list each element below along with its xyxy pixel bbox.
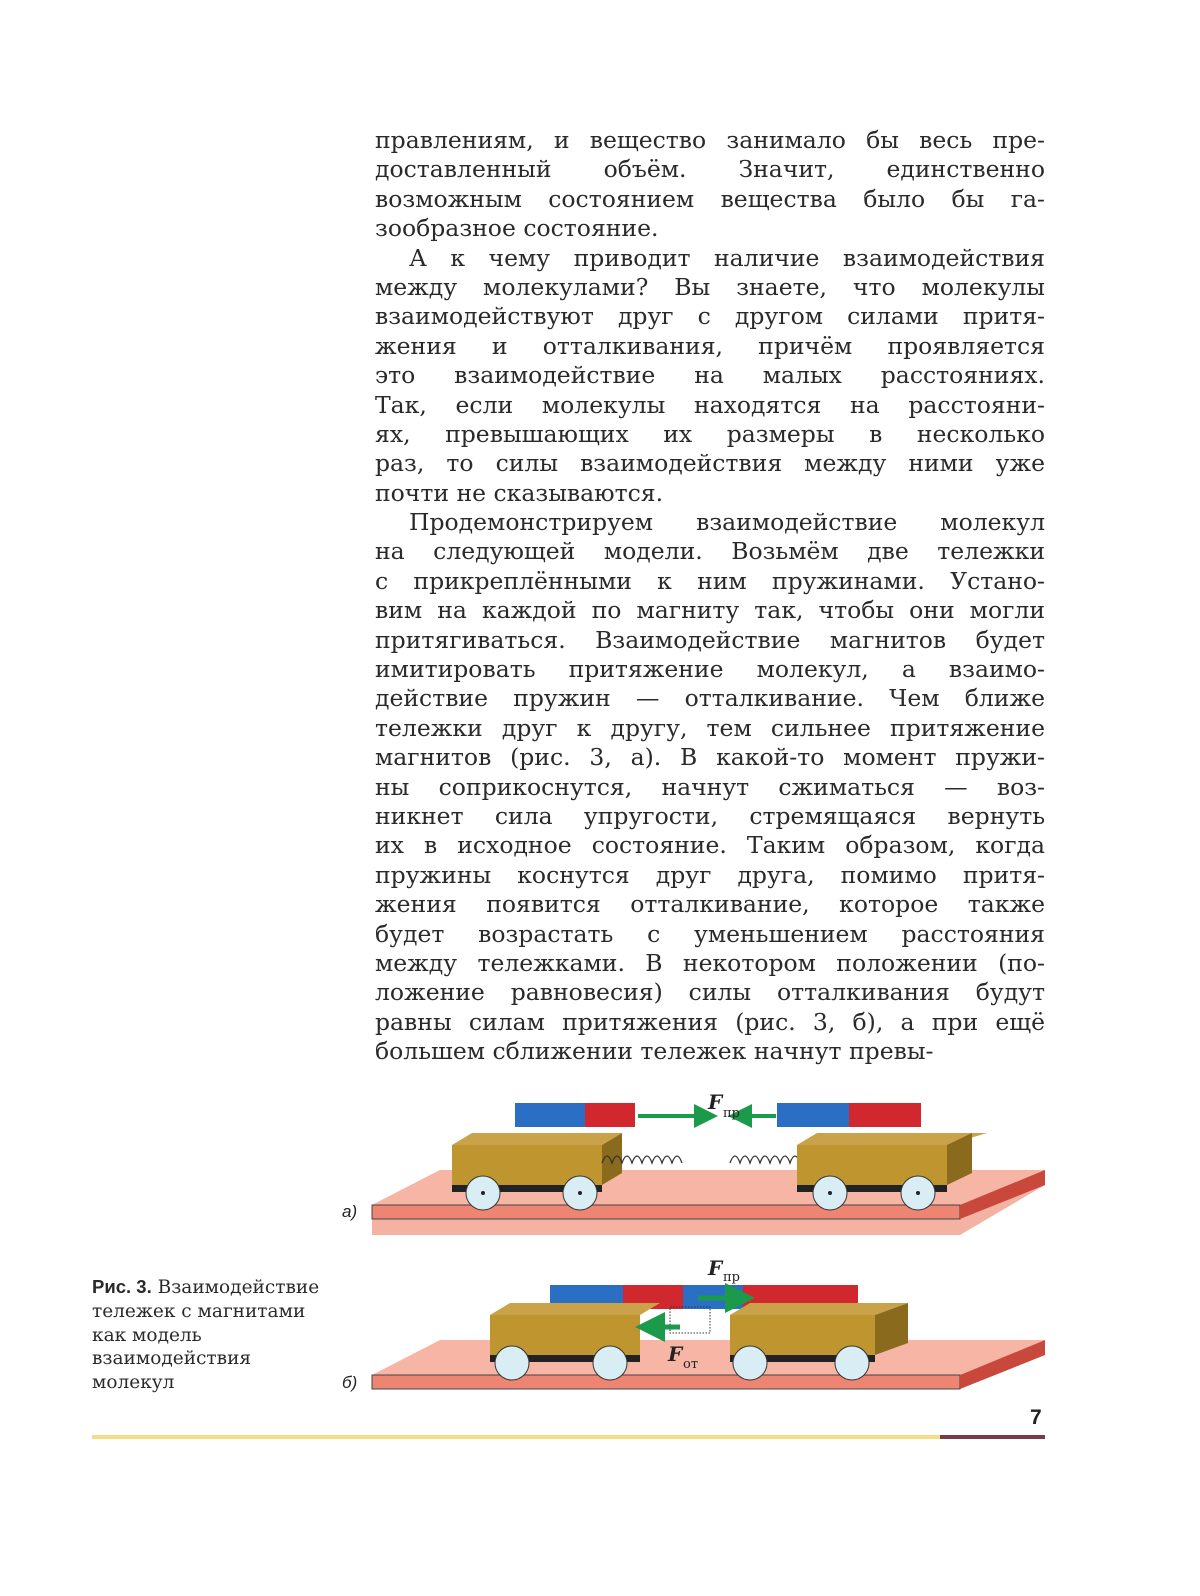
panel-b <box>342 1256 1045 1392</box>
text-line: имитировать притяжение молекул, а взаимо- <box>375 655 1045 684</box>
text-line: магнитов (рис. 3, а). В какой-то момент пружи- <box>375 743 1045 772</box>
caption-line: Взаимодействие <box>157 1277 320 1298</box>
text-line: будет возрастать с уменьшением расстояния <box>375 919 1045 948</box>
text-line: вим на каждой по магниту так, чтобы они могли <box>375 596 1045 625</box>
text-line: ны соприкоснутся, начнут сжиматься — воз- <box>375 772 1045 801</box>
text-line: с прикреплёнными к ним пружинами. Устано- <box>375 566 1045 595</box>
caption-line: взаимодействия <box>92 1348 252 1370</box>
panel-b-label: б) <box>342 1373 358 1392</box>
text-line: взаимодействуют друг с другом силами притя- <box>375 302 1045 331</box>
text-line: их в исходное состояние. Таким образом, когда <box>375 831 1045 860</box>
text-line: правлениям, и вещество занимало бы весь пре- <box>375 126 1045 154</box>
caption-line: тележек с магнитами <box>92 1300 306 1322</box>
svg-text:пр: пр <box>723 1106 740 1121</box>
footer-rule <box>92 1435 940 1439</box>
text-line: зообразное состояние. <box>375 214 659 243</box>
text-line: доставленный объём. Значит, единственно <box>375 155 1045 184</box>
text-line: действие пружин — отталкивание. Чем ближе <box>375 684 1045 713</box>
text-line: раз, то силы взаимодействия между ними уже <box>375 449 1045 478</box>
figure-caption <box>92 1275 352 1395</box>
footer-rule-accent <box>940 1435 1045 1439</box>
text-line: никнет сила упругости, стремящаяся вернуть <box>375 801 1045 830</box>
body-text <box>375 126 1045 1067</box>
text-line: ях, превышающих их размеры в несколько <box>375 419 1045 448</box>
force-repulsion-label: F <box>668 1342 683 1366</box>
text-line: на следующей модели. Возьмём две тележки <box>375 537 1045 566</box>
text-line: это взаимодействие на малых расстояниях. <box>375 361 1045 390</box>
caption-label: Рис. 3. <box>92 1276 152 1297</box>
force-attraction-label-b: F <box>708 1256 723 1280</box>
panel-a-label: а) <box>342 1202 358 1221</box>
text-line: Продемонстрируем взаимодействие молекул <box>409 508 1045 537</box>
figure-3 <box>340 1085 1060 1395</box>
page-number: 7 <box>1030 1406 1042 1429</box>
text-line: возможным состоянием вещества было бы га- <box>375 184 1045 213</box>
text-line: А к чему приводит наличие взаимодействия <box>409 243 1045 272</box>
text-line: Так, если молекулы находятся на расстояни- <box>375 390 1045 419</box>
text-line: между тележками. В некотором положении (по- <box>375 948 1045 977</box>
text-line: притягиваться. Взаимодействие магнитов будет <box>375 625 1045 654</box>
caption-line: как модель <box>92 1324 202 1346</box>
svg-text:от: от <box>683 1357 699 1372</box>
panel-a <box>342 1090 1045 1235</box>
text-line: тележки друг к другу, тем сильнее притяжение <box>375 713 1045 742</box>
text-line: между молекулами? Вы знаете, что молекулы <box>375 272 1045 301</box>
force-attraction-label-a: F <box>708 1090 723 1114</box>
svg-text:пр: пр <box>723 1270 740 1285</box>
text-line: почти не сказываются. <box>375 478 664 507</box>
text-line: пружины коснутся друг друга, помимо притя- <box>375 860 1045 889</box>
text-line: жения и отталкивания, причём проявляется <box>375 331 1045 360</box>
text-line: жения появится отталкивание, которое также <box>375 890 1045 919</box>
text-line: ложение равновесия) силы отталкивания будут <box>375 978 1045 1007</box>
text-line: большем сближении тележек начнут превы- <box>375 1037 934 1066</box>
text-line: равны силам притяжения (рис. 3, б), а при ещё <box>375 1007 1045 1036</box>
caption-line: молекул <box>92 1372 175 1394</box>
